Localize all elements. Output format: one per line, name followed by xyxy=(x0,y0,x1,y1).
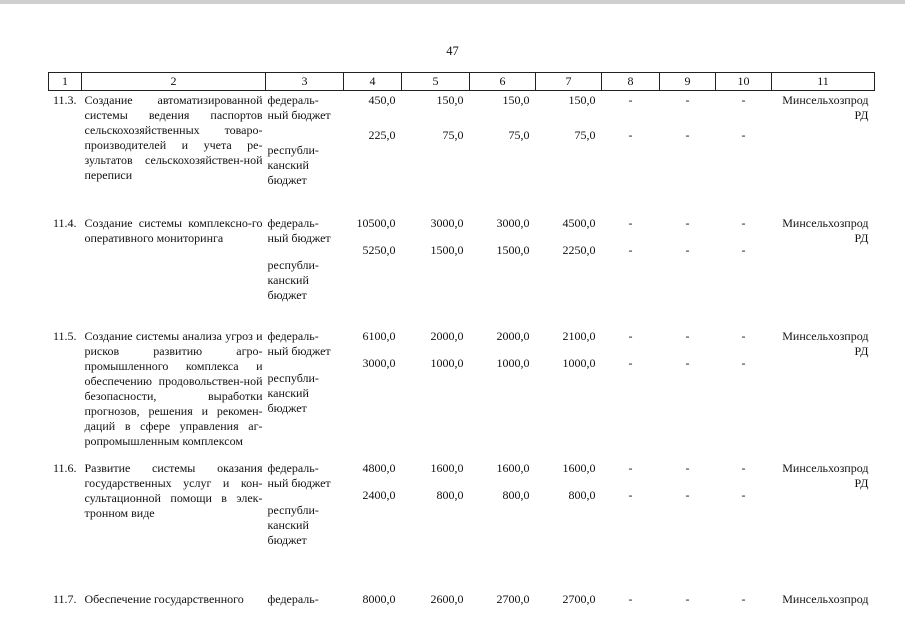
funding-source-cell xyxy=(266,586,344,607)
item-number: 11.7. xyxy=(52,592,77,606)
funding-source: федераль-ный бюджет xyxy=(267,329,331,358)
value-col-7-cell xyxy=(536,457,602,586)
item-description: Создание автоматизированной системы ведения паспортов сельскохозяйственных товаро-производителей и учета ре-зультатов сельскохозяйствен-ной переписи xyxy=(84,93,263,182)
value-col-8-cell xyxy=(602,457,660,586)
table-row xyxy=(49,325,875,457)
value-col-7-cell xyxy=(536,212,602,325)
table-body xyxy=(49,91,875,608)
value-col-8: - xyxy=(628,243,633,257)
item-number: 11.4. xyxy=(52,216,77,230)
value-col-6: 1000,0 xyxy=(496,356,530,370)
value-col-9: - xyxy=(685,329,690,343)
value-col-9-cell xyxy=(660,325,716,457)
executor: Минсельхозпрод РД xyxy=(782,216,869,245)
scan-edge xyxy=(0,0,905,4)
value-col-9: - xyxy=(685,243,690,257)
table-row xyxy=(49,212,875,325)
value-col-9: - xyxy=(685,128,690,142)
item-number: 11.5. xyxy=(52,329,77,343)
header-row xyxy=(49,73,875,91)
value-col-4: 3000,0 xyxy=(362,356,396,370)
value-col-6: 2000,0 xyxy=(496,329,530,343)
value-col-8-cell xyxy=(602,586,660,607)
value-col-8: - xyxy=(628,329,633,343)
value-col-6-cell xyxy=(470,457,536,586)
value-col-5: 800,0 xyxy=(436,488,464,502)
value-col-9: - xyxy=(685,93,690,107)
value-col-7-cell xyxy=(536,325,602,457)
table-row xyxy=(49,586,875,607)
value-col-6: 150,0 xyxy=(502,93,530,107)
value-col-7: 1600,0 xyxy=(562,461,596,475)
value-col-7: 4500,0 xyxy=(562,216,596,230)
value-col-5: 1600,0 xyxy=(430,461,464,475)
value-col-10: - xyxy=(741,356,746,370)
funding-source: федераль- xyxy=(267,592,319,606)
value-col-4: 4800,0 xyxy=(362,461,396,475)
value-col-7: 2100,0 xyxy=(562,329,596,343)
value-col-4: 5250,0 xyxy=(362,243,396,257)
value-col-6: 75,0 xyxy=(508,128,530,142)
value-col-9-cell xyxy=(660,212,716,325)
value-col-8: - xyxy=(628,216,633,230)
value-col-10-cell xyxy=(716,457,772,586)
value-col-8: - xyxy=(628,356,633,370)
value-col-4: 8000,0 xyxy=(362,592,396,606)
value-col-7-cell xyxy=(536,91,602,213)
value-col-6: 1500,0 xyxy=(496,243,530,257)
value-col-5: 1500,0 xyxy=(430,243,464,257)
value-col-10: - xyxy=(741,216,746,230)
value-col-9-cell xyxy=(660,457,716,586)
value-col-6-cell xyxy=(470,325,536,457)
program-table xyxy=(48,72,875,607)
value-col-4: 225,0 xyxy=(368,128,396,142)
value-col-9-cell xyxy=(660,91,716,213)
item-number: 11.6. xyxy=(52,461,77,475)
value-col-4-cell xyxy=(344,586,402,607)
value-col-6-cell xyxy=(470,212,536,325)
funding-source-cell xyxy=(266,457,344,586)
col-header: 1 xyxy=(49,73,82,91)
funding-source: республи-канский бюджет xyxy=(267,258,319,302)
value-col-6: 800,0 xyxy=(502,488,530,502)
value-col-10: - xyxy=(741,128,746,142)
item-description: Создание системы анализа угроз и рисков развитию агро-промышленного комплекса и обеспечению продовольствен-ной безопасности, выработки прогнозов, решения и рекомен-даций в сфере управления аг-ропромышленным комплексом xyxy=(84,329,263,448)
value-col-4: 2400,0 xyxy=(362,488,396,502)
col-header: 7 xyxy=(536,73,602,91)
value-col-5-cell xyxy=(402,325,470,457)
value-col-10-cell xyxy=(716,212,772,325)
table-row xyxy=(49,91,875,213)
value-col-8-cell xyxy=(602,212,660,325)
col-header: 3 xyxy=(266,73,344,91)
value-col-8: - xyxy=(628,488,633,502)
value-col-4-cell xyxy=(344,457,402,586)
item-number: 11.3. xyxy=(52,93,77,107)
value-col-7: 800,0 xyxy=(568,488,596,502)
value-col-10-cell xyxy=(716,586,772,607)
value-col-4-cell xyxy=(344,325,402,457)
value-col-6-cell xyxy=(470,586,536,607)
value-col-6-cell xyxy=(470,91,536,213)
col-header: 4 xyxy=(344,73,402,91)
funding-source: республи-канский бюджет xyxy=(267,503,319,547)
value-col-7: 2250,0 xyxy=(562,243,596,257)
col-header: 11 xyxy=(772,73,875,91)
value-col-8: - xyxy=(628,461,633,475)
col-header: 8 xyxy=(602,73,660,91)
value-col-5: 2000,0 xyxy=(430,329,464,343)
value-col-10-cell xyxy=(716,325,772,457)
value-col-5: 2600,0 xyxy=(430,592,464,606)
value-col-7: 150,0 xyxy=(568,93,596,107)
value-col-10: - xyxy=(741,93,746,107)
item-description: Развитие системы оказания государственных услуг и кон-сультационной помощи в элек-тронном виде xyxy=(84,461,263,520)
value-col-5-cell xyxy=(402,212,470,325)
value-col-10: - xyxy=(741,592,746,606)
value-col-4: 450,0 xyxy=(368,93,396,107)
value-col-8: - xyxy=(628,592,633,606)
value-col-8-cell xyxy=(602,91,660,213)
table-row xyxy=(49,457,875,586)
funding-source-cell xyxy=(266,91,344,213)
value-col-5: 75,0 xyxy=(442,128,464,142)
value-col-6: 1600,0 xyxy=(496,461,530,475)
value-col-7: 1000,0 xyxy=(562,356,596,370)
executor: Минсельхозпрод РД xyxy=(782,93,869,122)
value-col-5: 150,0 xyxy=(436,93,464,107)
value-col-9: - xyxy=(685,461,690,475)
value-col-10: - xyxy=(741,243,746,257)
value-col-5-cell xyxy=(402,586,470,607)
funding-source: федераль-ный бюджет xyxy=(267,216,331,245)
value-col-7-cell xyxy=(536,586,602,607)
col-header: 5 xyxy=(402,73,470,91)
value-col-9: - xyxy=(685,488,690,502)
funding-source-cell xyxy=(266,325,344,457)
funding-source: федераль-ный бюджет xyxy=(267,461,331,490)
value-col-8-cell xyxy=(602,325,660,457)
executor: Минсельхозпрод РД xyxy=(782,461,869,490)
funding-source-cell xyxy=(266,212,344,325)
executor: Минсельхозпрод РД xyxy=(782,329,869,358)
col-header: 6 xyxy=(470,73,536,91)
value-col-9-cell xyxy=(660,586,716,607)
value-col-6: 3000,0 xyxy=(496,216,530,230)
value-col-10: - xyxy=(741,329,746,343)
item-description: Обеспечение государственного xyxy=(84,592,244,606)
col-header: 2 xyxy=(82,73,266,91)
col-header: 9 xyxy=(660,73,716,91)
value-col-6: 2700,0 xyxy=(496,592,530,606)
value-col-10-cell xyxy=(716,91,772,213)
value-col-8: - xyxy=(628,93,633,107)
value-col-4: 10500,0 xyxy=(356,216,396,230)
value-col-4-cell xyxy=(344,91,402,213)
value-col-5-cell xyxy=(402,457,470,586)
item-description: Создание системы комплексно-го оперативного мониторинга xyxy=(84,216,263,245)
funding-source: республи-канский бюджет xyxy=(267,371,319,415)
value-col-9: - xyxy=(685,356,690,370)
value-col-4: 6100,0 xyxy=(362,329,396,343)
value-col-5: 1000,0 xyxy=(430,356,464,370)
executor: Минсельхозпрод xyxy=(782,592,869,606)
value-col-10: - xyxy=(741,461,746,475)
value-col-7: 2700,0 xyxy=(562,592,596,606)
value-col-8: - xyxy=(628,128,633,142)
value-col-9: - xyxy=(685,592,690,606)
funding-source: федераль-ный бюджет xyxy=(267,93,331,122)
value-col-9: - xyxy=(685,216,690,230)
value-col-7: 75,0 xyxy=(574,128,596,142)
page-number: 47 xyxy=(446,44,459,58)
value-col-10: - xyxy=(741,488,746,502)
col-header: 10 xyxy=(716,73,772,91)
value-col-5-cell xyxy=(402,91,470,213)
funding-source: республи-канский бюджет xyxy=(267,143,319,187)
value-col-4-cell xyxy=(344,212,402,325)
value-col-5: 3000,0 xyxy=(430,216,464,230)
